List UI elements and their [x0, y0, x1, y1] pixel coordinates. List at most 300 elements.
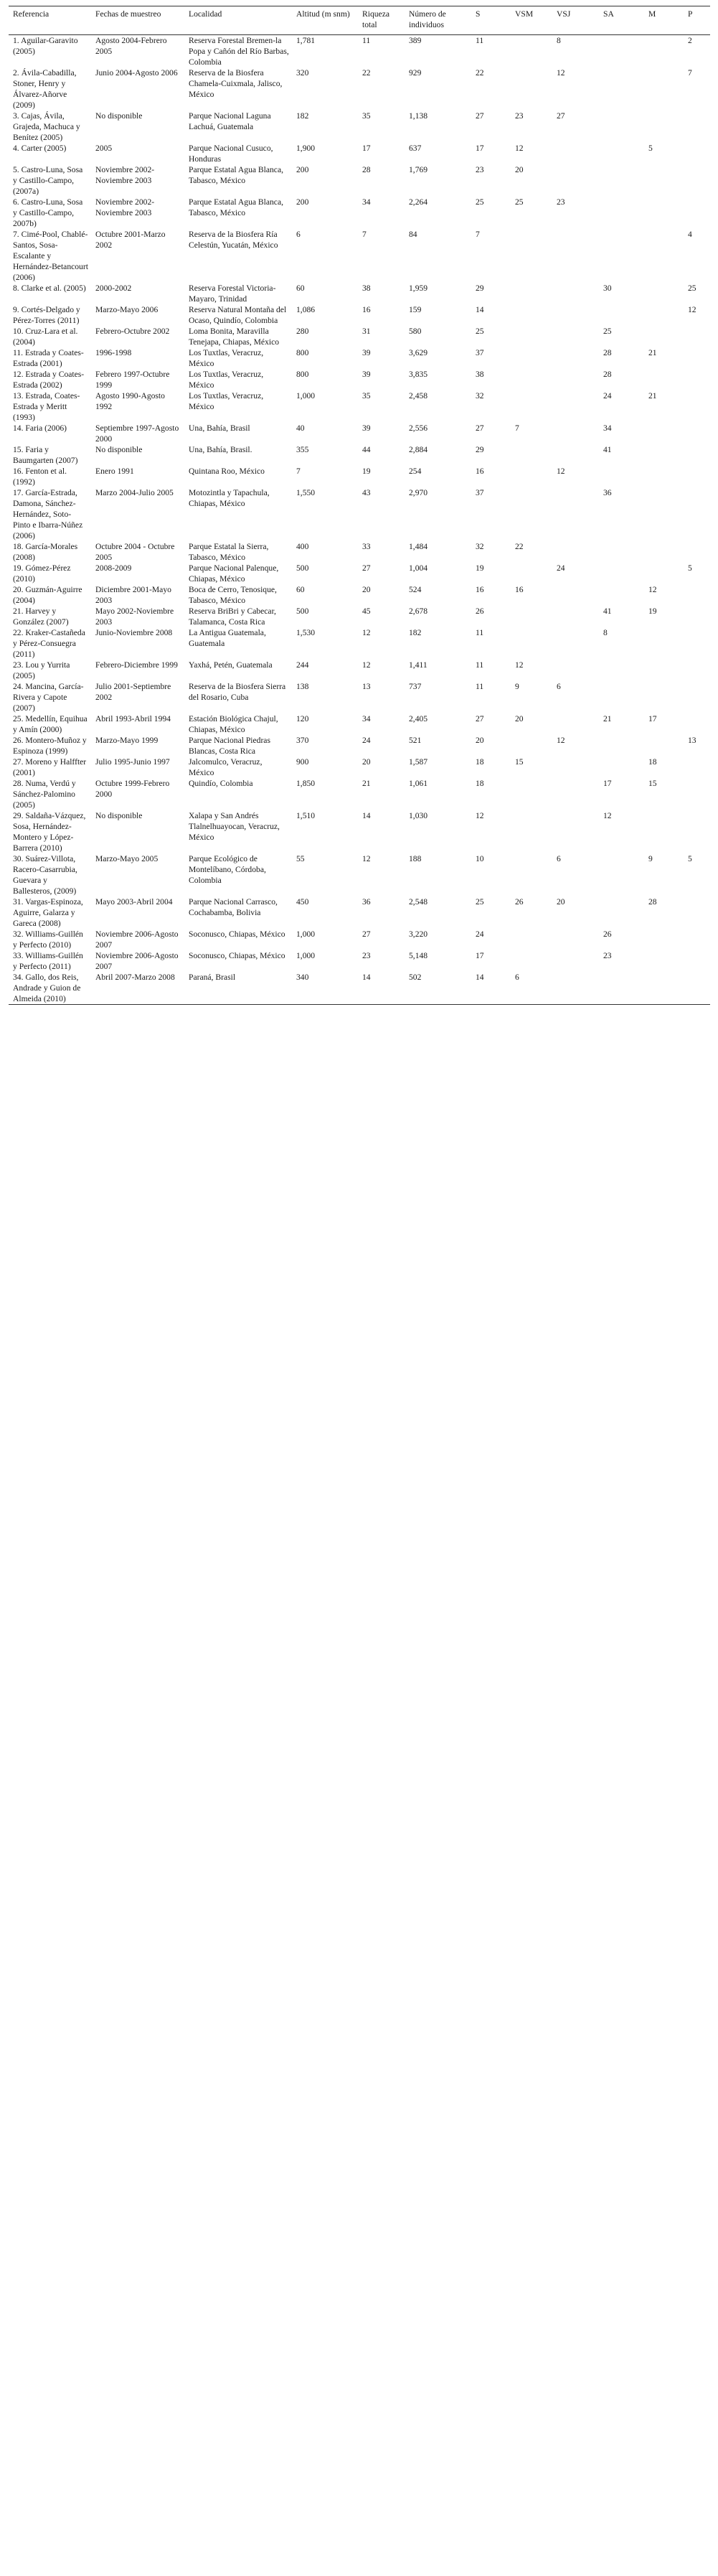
cell-vsm: 16	[515, 585, 524, 594]
cell-individuos: 929	[409, 68, 422, 78]
cell-vsj: 12	[557, 736, 565, 745]
cell-localidad: Parque Nacional Carrasco, Cochabamba, Bolivia	[189, 897, 278, 917]
cell-localidad: Soconusco, Chiapas, México	[189, 929, 285, 939]
table-row	[9, 950, 710, 972]
cell-individuos: 502	[405, 972, 471, 1005]
cell-altitud: 1,530	[296, 628, 316, 637]
cell-sa	[599, 67, 644, 111]
table-row	[9, 423, 710, 444]
table-row	[9, 35, 710, 68]
cell-sa: 24	[603, 391, 612, 401]
cell-riqueza: 27	[362, 563, 371, 573]
cell-s: 27	[476, 111, 484, 121]
cell-riqueza: 34	[362, 714, 371, 723]
cell-individuos: 2,556	[409, 423, 428, 433]
cell-fechas: Octubre 1999-Febrero 2000	[95, 779, 170, 799]
header-referencia: Referencia	[9, 6, 91, 35]
table-row	[9, 229, 710, 283]
cell-sa	[599, 229, 644, 283]
cell-riqueza: 28	[362, 165, 371, 174]
cell-vsm	[511, 950, 552, 972]
cell-localidad: Los Tuxtlas, Veracruz, México	[189, 370, 264, 390]
cell-s: 14	[471, 972, 511, 1005]
cell-vsj: 24	[557, 563, 565, 573]
cell-vsm: 12	[515, 144, 524, 153]
cell-fechas: Octubre 2004 - Octubre 2005	[95, 542, 175, 562]
table-row	[9, 466, 710, 487]
cell-localidad: Parque Ecológico de Montelíbano, Córdoba, Colombia	[189, 854, 266, 885]
cell-altitud: 1,000	[296, 391, 316, 401]
cell-riqueza: 20	[362, 757, 371, 767]
cell-riqueza: 22	[362, 68, 371, 78]
cell-individuos: 1,138	[409, 111, 428, 121]
cell-referencia: 20. Guzmán-Aguirre (2004)	[13, 585, 82, 605]
cell-s: 10	[476, 854, 484, 863]
cell-referencia: 23. Lou y Yurrita (2005)	[13, 660, 70, 680]
cell-m: 18	[648, 757, 657, 767]
table-row	[9, 757, 710, 778]
table-row	[9, 67, 710, 111]
cell-sa	[599, 304, 644, 326]
cell-riqueza: 17	[362, 144, 371, 153]
cell-altitud: 355	[296, 445, 309, 454]
table-row	[9, 929, 710, 950]
cell-localidad: Una, Bahía, Brasil.	[189, 445, 252, 454]
cell-riqueza: 24	[362, 736, 371, 745]
cell-s: 12	[476, 811, 484, 820]
cell-riqueza: 35	[362, 111, 371, 121]
cell-vsj	[552, 778, 599, 810]
cell-m	[644, 541, 684, 563]
table-row	[9, 164, 710, 197]
cell-sa	[599, 735, 644, 757]
cell-localidad: Reserva Forestal Bremen-la Popa y Cañón del Río Barbas, Colombia	[189, 36, 289, 67]
cell-m: 15	[648, 779, 657, 788]
cell-fechas: Marzo-Mayo 2005	[95, 854, 159, 863]
cell-vsm	[511, 369, 552, 390]
cell-m	[644, 423, 684, 444]
cell-p	[684, 369, 710, 390]
header-s: S	[471, 6, 511, 35]
cell-m	[644, 563, 684, 584]
cell-referencia: 34. Gallo, dos Reis, Andrade y Guion de Almeida (2010)	[9, 972, 91, 1005]
cell-sa	[599, 197, 644, 229]
cell-individuos: 3,629	[409, 348, 428, 357]
table-row	[9, 283, 710, 304]
table-row	[9, 778, 710, 810]
cell-localidad: Parque Nacional Palenque, Chiapas, México	[189, 563, 279, 584]
cell-m	[644, 929, 684, 950]
cell-m	[644, 229, 684, 283]
cell-s: 23	[476, 165, 484, 174]
cell-vsm	[511, 35, 552, 68]
cell-p	[684, 627, 710, 660]
table-container	[0, 0, 718, 1005]
cell-vsm: 23	[515, 111, 524, 121]
cell-fechas: Noviembre 2002-Noviembre 2003	[95, 197, 155, 217]
cell-fechas: 2000-2002	[95, 284, 132, 293]
cell-altitud: 800	[296, 370, 309, 379]
cell-vsj: 8	[557, 36, 561, 45]
cell-localidad: Parque Estatal Agua Blanca, Tabasco, México	[189, 165, 283, 185]
cell-referencia: 9. Cortés-Delgado y Pérez-Torres (2011)	[13, 305, 80, 325]
cell-altitud: 1,781	[296, 36, 316, 45]
cell-individuos: 188	[409, 854, 422, 863]
cell-localidad: Xalapa y San Andrés Tlalnelhuayocan, Veracruz, México	[189, 811, 280, 842]
cell-m	[644, 369, 684, 390]
cell-p	[684, 197, 710, 229]
cell-individuos: 1,030	[409, 811, 428, 820]
cell-sa: 25	[603, 327, 612, 336]
cell-referencia: 29. Saldaña-Vázquez, Sosa, Hernández-Montero y López-Barrera (2010)	[13, 811, 86, 853]
cell-riqueza: 44	[362, 445, 371, 454]
cell-referencia: 10. Cruz-Lara et al. (2004)	[13, 327, 78, 347]
cell-vsm	[511, 347, 552, 369]
cell-m	[644, 735, 684, 757]
cell-m	[644, 466, 684, 487]
cell-altitud: 138	[296, 682, 309, 691]
cell-vsm	[511, 466, 552, 487]
cell-localidad: Reserva de la Biosfera Ría Celestún, Yucatán, México	[189, 230, 278, 250]
cell-vsm	[511, 444, 552, 466]
cell-sa: 28	[603, 370, 612, 379]
cell-referencia: 22. Kraker-Castañeda y Pérez-Consuegra (2011)	[13, 628, 85, 659]
cell-altitud: 320	[296, 68, 309, 78]
cell-vsm: 12	[515, 660, 524, 670]
cell-m	[644, 111, 684, 143]
table-row	[9, 660, 710, 681]
cell-riqueza: 34	[362, 197, 371, 207]
cell-m	[644, 164, 684, 197]
cell-vsj	[552, 347, 599, 369]
cell-referencia: 4. Carter (2005)	[13, 144, 67, 153]
cell-sa	[599, 143, 644, 164]
cell-sa	[599, 584, 644, 606]
cell-vsm	[511, 853, 552, 896]
cell-sa: 12	[603, 811, 612, 820]
cell-vsj	[552, 369, 599, 390]
cell-individuos: 1,004	[409, 563, 428, 573]
cell-individuos: 2,458	[409, 391, 428, 401]
cell-riqueza: 7	[362, 230, 367, 239]
cell-localidad: Parque Nacional Piedras Blancas, Costa Rica	[189, 736, 270, 756]
cell-s: 29	[476, 445, 484, 454]
cell-p: 2	[688, 36, 692, 45]
cell-altitud: 40	[296, 423, 305, 433]
cell-vsm	[511, 627, 552, 660]
cell-m: 28	[648, 897, 657, 907]
data-table	[9, 6, 710, 1005]
cell-referencia: 15. Faria y Baumgarten (2007)	[13, 445, 78, 465]
cell-sa: 17	[603, 779, 612, 788]
table-row	[9, 347, 710, 369]
cell-sa: 34	[603, 423, 612, 433]
cell-vsm	[511, 735, 552, 757]
cell-s: 16	[476, 585, 484, 594]
cell-vsm: 20	[515, 714, 524, 723]
cell-individuos: 2,678	[409, 606, 428, 616]
cell-individuos: 580	[409, 327, 422, 336]
cell-referencia: 16. Fenton et al. (1992)	[13, 467, 67, 487]
cell-p: 5	[688, 854, 692, 863]
cell-localidad: Reserva Natural Montaña del Ocaso, Quindío, Colombia	[189, 305, 287, 325]
cell-vsj: 27	[557, 111, 565, 121]
cell-referencia: 2. Ávila-Cabadilla, Stoner, Henry y Álvarez-Añorve (2009)	[13, 68, 77, 110]
cell-s: 24	[476, 929, 484, 939]
table-row	[9, 390, 710, 423]
cell-vsj	[552, 304, 599, 326]
cell-riqueza: 16	[362, 305, 371, 314]
cell-individuos: 5,148	[409, 951, 428, 960]
cell-altitud: 7	[296, 467, 301, 476]
cell-individuos: 1,769	[409, 165, 428, 174]
cell-m: 12	[648, 585, 657, 594]
cell-referencia: 12. Estrada y Coates-Estrada (2002)	[13, 370, 85, 390]
header-sa: SA	[599, 6, 644, 35]
cell-referencia: 1. Aguilar-Garavito (2005)	[13, 36, 78, 56]
cell-altitud: 60	[296, 284, 305, 293]
cell-m	[644, 444, 684, 466]
cell-altitud: 1,900	[296, 144, 316, 153]
cell-p	[684, 541, 710, 563]
cell-altitud: 1,550	[296, 488, 316, 497]
table-row	[9, 606, 710, 627]
cell-sa	[599, 757, 644, 778]
cell-sa	[599, 466, 644, 487]
cell-fechas: No disponible	[95, 111, 143, 121]
cell-individuos: 521	[409, 736, 422, 745]
header-m: M	[644, 6, 684, 35]
table-body	[9, 35, 710, 1005]
cell-m: 19	[648, 606, 657, 616]
cell-referencia: 18. García-Morales (2008)	[13, 542, 78, 562]
cell-riqueza: 39	[362, 348, 371, 357]
cell-referencia: 13. Estrada, Coates-Estrada y Meritt (1993)	[13, 391, 80, 422]
cell-referencia: 31. Vargas-Espinoza, Aguirre, Galarza y Gareca (2008)	[13, 897, 83, 928]
cell-s: 37	[476, 348, 484, 357]
cell-localidad: Jalcomulco, Veracruz, México	[189, 757, 263, 777]
cell-fechas: Octubre 2001-Marzo 2002	[95, 230, 166, 250]
cell-vsm	[511, 229, 552, 283]
cell-referencia: 5. Castro-Luna, Sosa y Castillo-Campo, (2007a)	[13, 165, 83, 196]
cell-m	[644, 810, 684, 853]
cell-fechas: Junio-Noviembre 2008	[95, 628, 173, 637]
header-altitud: Altitud (m snm)	[292, 6, 358, 35]
cell-individuos: 254	[409, 467, 422, 476]
cell-fechas: Junio 2004-Agosto 2006	[95, 68, 178, 78]
header-vsm: VSM	[511, 6, 552, 35]
cell-vsj	[552, 390, 599, 423]
cell-localidad: Quintana Roo, México	[189, 467, 265, 476]
cell-s: 17	[476, 144, 484, 153]
cell-referencia: 14. Faria (2006)	[13, 423, 67, 433]
cell-fechas: Mayo 2003-Abril 2004	[95, 897, 173, 907]
cell-localidad: Reserva Forestal Victoria-Mayaro, Trinidad	[189, 284, 276, 304]
cell-s: 32	[476, 542, 484, 551]
cell-fechas: Septiembre 1997-Agosto 2000	[95, 423, 179, 444]
cell-vsm: 9	[515, 682, 519, 691]
cell-fechas: Noviembre 2002-Noviembre 2003	[95, 165, 155, 185]
cell-p	[684, 466, 710, 487]
cell-altitud: 55	[296, 854, 305, 863]
cell-localidad: Yaxhá, Petén, Guatemala	[189, 660, 273, 670]
cell-sa	[599, 896, 644, 929]
cell-m	[644, 487, 684, 541]
cell-s: 25	[476, 897, 484, 907]
cell-individuos: 389	[409, 36, 422, 45]
table-row	[9, 197, 710, 229]
cell-vsm	[511, 778, 552, 810]
cell-fechas: Mayo 2002-Noviembre 2003	[95, 606, 174, 627]
cell-localidad: La Antigua Guatemala, Guatemala	[189, 628, 266, 648]
cell-altitud: 280	[296, 327, 309, 336]
cell-s: 20	[476, 736, 484, 745]
cell-p	[684, 584, 710, 606]
cell-referencia: 28. Numa, Verdú y Sánchez-Palomino (2005)	[13, 779, 76, 810]
table-row	[9, 444, 710, 466]
cell-fechas: Noviembre 2006-Agosto 2007	[95, 929, 179, 950]
cell-altitud: 1,000	[296, 929, 316, 939]
cell-vsm: 6	[511, 972, 552, 1005]
cell-m	[644, 681, 684, 713]
cell-fechas: Febrero-Octubre 2002	[95, 327, 170, 336]
header-localidad: Localidad	[184, 6, 292, 35]
header-fechas: Fechas de muestreo	[91, 6, 184, 35]
cell-m	[644, 950, 684, 972]
cell-referencia: 32. Williams-Guillén y Perfecto (2010)	[13, 929, 83, 950]
cell-localidad: Paraná, Brasil	[184, 972, 292, 1005]
cell-m: 21	[648, 391, 657, 401]
cell-vsj	[552, 950, 599, 972]
cell-riqueza: 21	[362, 779, 371, 788]
table-row	[9, 563, 710, 584]
cell-s: 11	[476, 628, 484, 637]
cell-individuos: 524	[409, 585, 422, 594]
cell-p	[684, 444, 710, 466]
cell-vsj	[552, 164, 599, 197]
cell-altitud: 60	[296, 585, 305, 594]
header-vsj: VSJ	[552, 6, 599, 35]
cell-vsm	[511, 487, 552, 541]
cell-s: 17	[476, 951, 484, 960]
cell-referencia: 7. Cimé-Pool, Chablé-Santos, Sosa-Escalante y Hernández-Betancourt (2006)	[13, 230, 88, 282]
cell-fechas: Marzo-Mayo 2006	[95, 305, 159, 314]
cell-p	[684, 810, 710, 853]
cell-p	[684, 143, 710, 164]
cell-altitud: 200	[296, 165, 309, 174]
cell-riqueza: 12	[362, 628, 371, 637]
cell-m: 5	[648, 144, 653, 153]
cell-vsm	[511, 67, 552, 111]
cell-m: 9	[648, 854, 653, 863]
cell-vsm	[511, 390, 552, 423]
cell-referencia: 27. Moreno y Halffter (2001)	[13, 757, 87, 777]
cell-individuos: 1,411	[409, 660, 428, 670]
cell-vsj: 6	[557, 682, 561, 691]
cell-m	[644, 197, 684, 229]
cell-m	[644, 283, 684, 304]
cell-sa	[599, 972, 644, 1005]
cell-p	[684, 660, 710, 681]
cell-s: 25	[476, 327, 484, 336]
cell-altitud: 1,086	[296, 305, 316, 314]
cell-p	[684, 972, 710, 1005]
cell-s: 25	[476, 197, 484, 207]
cell-altitud: 500	[296, 563, 309, 573]
cell-vsj	[552, 143, 599, 164]
cell-vsj	[552, 757, 599, 778]
cell-individuos: 182	[409, 628, 422, 637]
cell-sa	[599, 563, 644, 584]
cell-fechas: Julio 2001-Septiembre 2002	[95, 682, 171, 702]
cell-vsj: 12	[557, 68, 565, 78]
cell-vsm: 15	[515, 757, 524, 767]
cell-referencia: 33. Williams-Guillén y Perfecto (2011)	[13, 951, 83, 971]
cell-riqueza: 39	[362, 423, 371, 433]
cell-sa: 23	[603, 951, 612, 960]
cell-s: 27	[476, 714, 484, 723]
table-row	[9, 584, 710, 606]
cell-fechas: No disponible	[95, 811, 143, 820]
cell-fechas: Marzo 2004-Julio 2005	[95, 488, 174, 497]
cell-referencia: 25. Medellín, Equihua y Amín (2000)	[13, 714, 88, 734]
cell-vsm	[511, 606, 552, 627]
cell-vsm	[511, 929, 552, 950]
cell-vsj	[552, 972, 599, 1005]
cell-riqueza: 33	[362, 542, 371, 551]
cell-riqueza: 12	[362, 854, 371, 863]
cell-riqueza: 38	[362, 284, 371, 293]
table-row	[9, 487, 710, 541]
cell-vsj	[552, 541, 599, 563]
cell-sa	[599, 681, 644, 713]
cell-referencia: 6. Castro-Luna, Sosa y Castillo-Campo, 2007b)	[13, 197, 83, 228]
cell-riqueza: 14	[358, 972, 405, 1005]
cell-individuos: 2,264	[409, 197, 428, 207]
cell-altitud: 370	[296, 736, 309, 745]
cell-referencia: 19. Gómez-Pérez (2010)	[13, 563, 71, 584]
cell-vsj	[552, 627, 599, 660]
table-row	[9, 369, 710, 390]
cell-vsj	[552, 810, 599, 853]
cell-sa: 21	[603, 714, 612, 723]
cell-s: 7	[476, 230, 480, 239]
cell-p	[684, 950, 710, 972]
cell-sa: 36	[603, 488, 612, 497]
cell-riqueza: 19	[362, 467, 371, 476]
cell-riqueza: 39	[362, 370, 371, 379]
cell-localidad: Parque Estatal Agua Blanca, Tabasco, México	[189, 197, 283, 217]
cell-vsj	[552, 229, 599, 283]
cell-s: 18	[476, 779, 484, 788]
cell-s: 18	[476, 757, 484, 767]
cell-p	[684, 347, 710, 369]
cell-localidad: Estación Biológica Chajul, Chiapas, México	[189, 714, 278, 734]
cell-referencia: 24. Mancina, García-Rivera y Capote (2007)	[13, 682, 84, 713]
cell-p: 12	[688, 305, 696, 314]
cell-altitud: 400	[296, 542, 309, 551]
cell-riqueza: 43	[362, 488, 371, 497]
cell-riqueza: 31	[362, 327, 371, 336]
cell-sa: 26	[603, 929, 612, 939]
cell-individuos: 3,220	[409, 929, 428, 939]
cell-localidad: Soconusco, Chiapas, México	[189, 951, 285, 960]
cell-altitud: 900	[296, 757, 309, 767]
cell-s: 19	[476, 563, 484, 573]
cell-fechas: Abril 1993-Abril 1994	[95, 714, 171, 723]
cell-referencia: 11. Estrada y Coates-Estrada (2001)	[13, 348, 84, 368]
cell-fechas: Abril 2007-Marzo 2008	[91, 972, 184, 1005]
